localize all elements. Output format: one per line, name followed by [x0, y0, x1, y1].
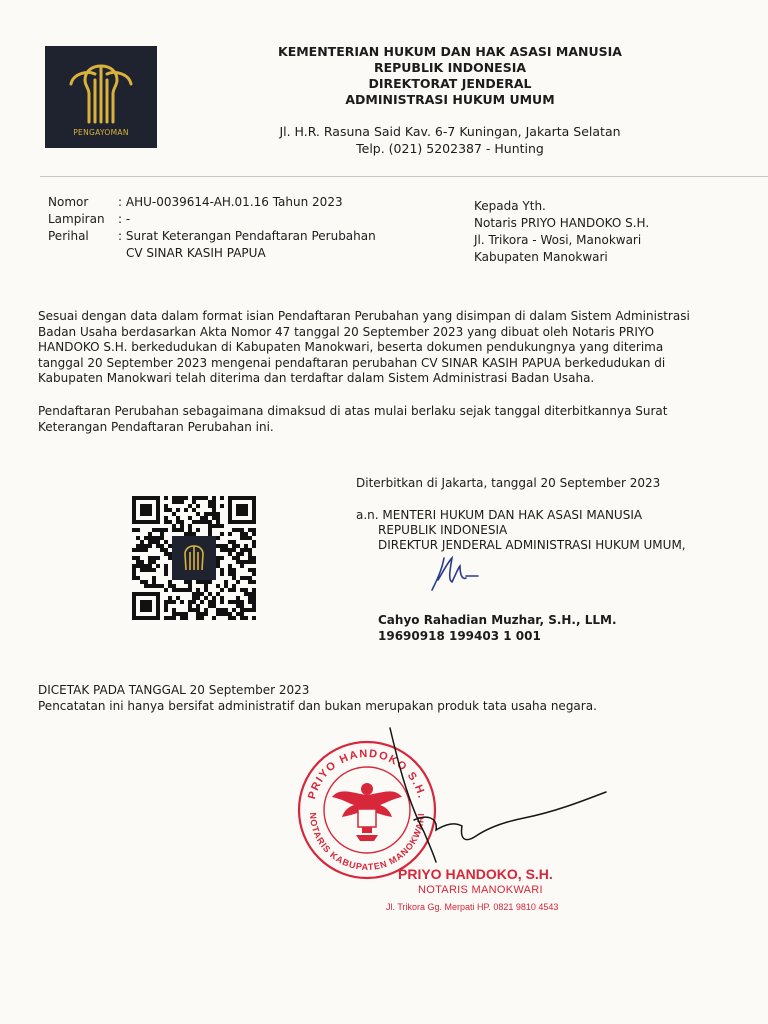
logo-caption: PENGAYOMAN: [73, 128, 129, 137]
qr-code: [132, 496, 260, 624]
signer-line: a.n. MENTERI HUKUM DAN HAK ASASI MANUSIA: [356, 508, 643, 522]
notary-city: NOTARIS MANOKWARI: [418, 884, 543, 896]
lampiran-value: : -: [118, 212, 131, 226]
phone-line: Telp. (021) 5202387 - Hunting: [356, 141, 544, 156]
body-paragraph-1: [38, 309, 728, 387]
paragraph-line: Pendaftaran Perubahan sebagaimana dimaksud di atas mulai berlaku sejak tanggal diterbitkannya Surat: [38, 404, 668, 418]
paragraph-line: Keterangan Pendaftaran Perubahan ini.: [38, 419, 274, 434]
notary-address: Jl. Trikora Gg. Merpati HP. 0821 9810 4543: [386, 902, 559, 912]
director-signature: [430, 552, 490, 604]
recipient-block: [474, 198, 649, 266]
signer-line: DIREKTUR JENDERAL ADMINISTRASI HUKUM UMUM,: [378, 538, 686, 552]
letter-meta: [48, 194, 376, 262]
signer-name: Cahyo Rahadian Muzhar, S.H., LLM.: [378, 613, 617, 627]
recipient-line: Kabupaten Manokwari: [474, 250, 608, 264]
stamp-top-text: PRIYO HANDOKO S.H.: [306, 747, 428, 801]
perihal-value: : Surat Keterangan Pendaftaran Perubahan: [118, 229, 376, 243]
signer-nip: 19690918 199403 1 001: [378, 629, 541, 643]
nomor-value: : AHU-0039614-AH.01.16 Tahun 2023: [118, 195, 343, 209]
printed-date: DICETAK PADA TANGGAL 20 September 2023: [38, 683, 310, 697]
paragraph-line: tanggal 20 September 2023 mengenai pendaftaran perubahan CV SINAR KASIH PAPUA berkedudukan di: [38, 355, 666, 370]
notary-signature: [384, 722, 614, 876]
signer-line: REPUBLIK INDONESIA: [378, 523, 508, 537]
signer-block: [356, 508, 686, 553]
ministry-address: [240, 123, 660, 157]
paragraph-line: Badan Usaha berdasarkan Akta Nomor 47 tanggal 20 September 2023 yang dibuat oleh Notaris PRIYO: [38, 324, 655, 339]
qr-code-icon: [132, 496, 260, 620]
nomor-label: Nomor: [48, 195, 89, 209]
administrative-note: Pencatatan ini hanya bersifat administratif dan bukan merupakan produk tata usaha negara.: [38, 699, 597, 713]
header-line-3: DIREKTORAT JENDERAL: [368, 76, 532, 91]
header-line-1: KEMENTERIAN HUKUM DAN HAK ASASI MANUSIA: [278, 44, 622, 59]
header-divider: [40, 176, 768, 177]
paragraph-line: Sesuai dengan data dalam format isian Pendaftaran Perubahan yang disimpan di dalam Sistem Administrasi: [38, 309, 690, 323]
issued-date: Diterbitkan di Jakarta, tanggal 20 September 2023: [356, 476, 661, 490]
lampiran-label: Lampiran: [48, 212, 105, 226]
perihal-label: Perihal: [48, 229, 89, 243]
ministry-header: [240, 44, 660, 108]
ministry-logo: [45, 46, 157, 148]
paragraph-line: Kabupaten Manokwari telah diterima dan terdaftar dalam Sistem Administrasi Badan Usaha.: [38, 371, 595, 385]
pengayoman-tree-icon: [65, 58, 137, 126]
paragraph-line: HANDOKO S.H. berkedudukan di Kabupaten Manokwari, beserta dokumen pendukungnya yang diterima: [38, 340, 664, 354]
header-line-4: ADMINISTRASI HUKUM UMUM: [345, 92, 555, 107]
recipient-line: Notaris PRIYO HANDOKO S.H.: [474, 216, 650, 230]
header-line-2: REPUBLIK INDONESIA: [373, 60, 527, 75]
print-footer: [38, 682, 597, 714]
stamp-bottom-text: NOTARIS KABUPATEN MANOKWARI: [307, 812, 427, 873]
body-paragraph-2: [38, 404, 728, 435]
perihal-value-company: CV SINAR KASIH PAPUA: [126, 246, 266, 260]
signer-identity: [378, 612, 617, 644]
recipient-line: Jl. Trikora - Wosi, Manokwari: [474, 233, 642, 247]
recipient-line: Kepada Yth.: [474, 199, 546, 213]
notary-name: PRIYO HANDOKO, S.H.: [398, 866, 553, 882]
address-line: Jl. H.R. Rasuna Said Kav. 6-7 Kuningan, Jakarta Selatan: [279, 124, 621, 139]
